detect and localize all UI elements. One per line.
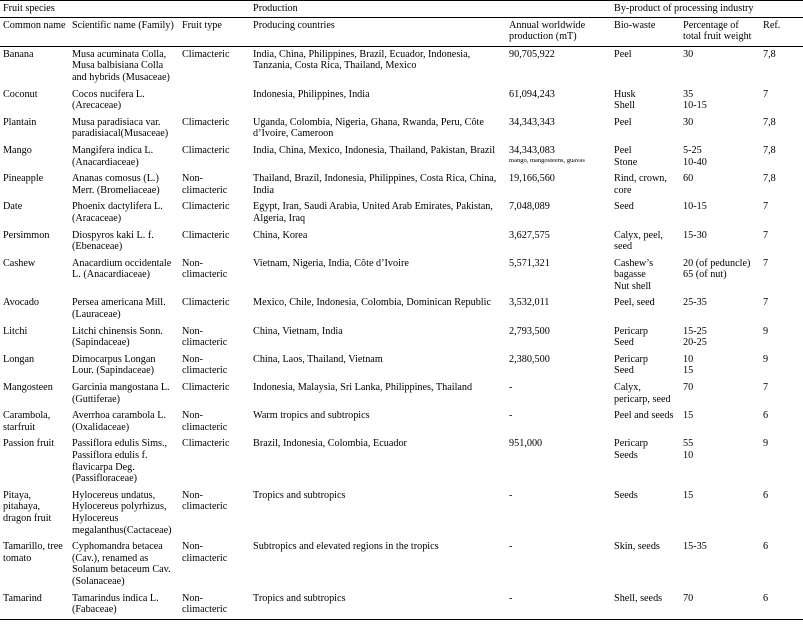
cell-bio-waste (611, 171, 680, 199)
cell-ref: 9 (763, 353, 769, 365)
cell-percentage (680, 115, 760, 143)
cell-annual-production (506, 46, 611, 86)
cell-ref: 6 (763, 410, 769, 422)
cell-scientific-name: Cyphomandra betacea (Cav.), renamed as Solanum betaceum Cav. (Solanaceae) (72, 541, 171, 587)
cell-percentage (680, 256, 760, 296)
cell-annual-production (506, 408, 611, 436)
col-header-bio-waste: Bio-waste (611, 17, 680, 46)
group-header-fruit-species: Fruit species (0, 1, 250, 18)
cell-bio-waste (611, 408, 680, 436)
col-header-annual-production: Annual worldwide production (mT) (506, 17, 611, 46)
percentage-item: 15 (683, 410, 694, 422)
cell-percentage (680, 436, 760, 487)
cell-annual-production (506, 143, 611, 171)
percentage-item: 15 (683, 489, 694, 501)
cell-bio-waste (611, 436, 680, 487)
cell-scientific-name: Phoenix dactylifera L. (Aracaceae) (72, 201, 163, 224)
cell-common-name: Passion fruit (3, 438, 55, 450)
cell-fruit-type: Climacteric (182, 144, 230, 156)
annual-production-note: mango, mangosteens, guavas (509, 156, 585, 164)
cell-bio-waste (611, 352, 680, 380)
cell-fruit-type: Non-climacteric (182, 325, 228, 349)
cell-ref: 6 (760, 591, 803, 620)
cell-ref: 7 (763, 88, 769, 100)
cell-fruit-type: Non-climacteric (182, 173, 228, 196)
cell-ref: 9 (763, 325, 769, 337)
annual-production-value: - (509, 410, 513, 422)
cell-fruit-type (179, 87, 250, 115)
cell-ref: 7,8 (763, 48, 776, 60)
percentage-item: 20 (of peduncle) (683, 257, 751, 269)
table-row (0, 143, 803, 171)
cell-common-name: Litchi (3, 325, 28, 337)
cell-ref: 7 (763, 382, 769, 394)
cell-fruit-type: Climacteric (182, 229, 230, 241)
col-header-scientific-name: Scientific name (Family) (69, 17, 179, 46)
bio-waste-item: Seeds (614, 450, 638, 461)
cell-producing-countries: Egypt, Iran, Saudi Arabia, United Arab Emirates, Pakistan, Algeria, Iraq (253, 201, 493, 224)
cell-ref: 7,8 (763, 144, 776, 156)
cell-common-name: Longan (3, 353, 35, 365)
cell-percentage (680, 539, 760, 590)
cell-scientific-name: Cocos nucifera L. (Arecaceae) (72, 88, 145, 112)
cell-percentage (680, 324, 760, 352)
cell-annual-production (506, 295, 611, 323)
cell-producing-countries: Indonesia, Malaysia, Sri Lanka, Philippines, Thailand (253, 382, 473, 394)
bio-waste-item: Rind, crown, core (614, 173, 667, 196)
annual-production-value: 61,094,243 (509, 88, 555, 100)
cell-fruit-type: Climacteric (182, 382, 230, 394)
table-row (0, 488, 803, 539)
bio-waste-item: Pericarp (614, 438, 648, 450)
percentage-item: 5-25 (683, 144, 702, 156)
percentage-item: 30 (683, 48, 694, 60)
table-row (0, 380, 803, 408)
annual-production-value: 2,793,500 (509, 325, 550, 337)
col-header-ref: Ref. (760, 17, 803, 46)
cell-scientific-name: Musa acuminata Colla, Musa balbisiana Colla and hybrids (Musaceae) (72, 48, 170, 83)
cell-bio-waste (611, 591, 680, 620)
table-row (0, 171, 803, 199)
col-header-producing-countries: Producing countries (250, 17, 506, 46)
cell-common-name: Coconut (3, 88, 38, 100)
bio-waste-item: Husk (614, 88, 636, 100)
cell-bio-waste (611, 199, 680, 227)
cell-common-name: Cashew (3, 257, 36, 269)
bio-waste-item: Nut shell (614, 280, 652, 292)
cell-bio-waste (611, 324, 680, 352)
annual-production-value: 3,627,575 (509, 229, 550, 241)
cell-annual-production (506, 115, 611, 143)
cell-annual-production (506, 228, 611, 256)
bio-waste-item: Cashew’s bagasse (614, 257, 654, 281)
cell-annual-production (506, 436, 611, 487)
percentage-item: 70 (683, 592, 694, 604)
percentage-item: 35 (683, 88, 694, 100)
cell-ref: 7 (763, 201, 769, 213)
table-row (0, 324, 803, 352)
cell-bio-waste (611, 488, 680, 539)
cell-percentage (680, 352, 760, 380)
cell-common-name: Banana (3, 48, 34, 60)
cell-percentage (680, 143, 760, 171)
cell-producing-countries: Indonesia, Philippines, India (253, 88, 370, 100)
cell-fruit-type: Non-climacteric (182, 541, 228, 564)
bio-waste-item: Peel (614, 116, 632, 128)
cell-bio-waste (611, 295, 680, 323)
cell-common-name: Tamarillo, tree tomato (3, 541, 63, 564)
table-row (0, 295, 803, 323)
annual-production-value: 2,380,500 (509, 353, 550, 365)
cell-percentage (680, 488, 760, 539)
cell-scientific-name: Musa paradisiaca var. paradisiacal(Musaceae) (72, 116, 169, 140)
column-header-row (0, 17, 803, 46)
table-row (0, 539, 803, 590)
annual-production-value: 90,705,922 (509, 48, 555, 60)
cell-percentage (680, 87, 760, 115)
cell-fruit-type: Climacteric (182, 201, 230, 213)
bio-waste-item: Seed (614, 201, 634, 213)
annual-production-value: 3,532,011 (509, 297, 550, 309)
cell-annual-production (506, 591, 611, 620)
cell-percentage (680, 171, 760, 199)
bio-waste-item: Seeds (614, 489, 638, 501)
cell-annual-production (506, 488, 611, 539)
cell-producing-countries: India, China, Mexico, Indonesia, Thailand, Pakistan, Brazil (253, 144, 496, 156)
annual-production-value: 34,343,083 (509, 144, 555, 156)
percentage-item: 55 (683, 438, 694, 450)
bio-waste-item: Shell (614, 100, 635, 112)
group-header-row (0, 1, 803, 18)
group-header-production: Production (250, 1, 611, 18)
cell-producing-countries: India, China, Philippines, Brazil, Ecuador, Indonesia, Tanzania, Costa Rica, Thailand, Mexico (253, 48, 471, 72)
bio-waste-item: Stone (614, 156, 638, 168)
bio-waste-item: Calyx, pericarp, seed (614, 382, 671, 405)
bio-waste-item: Peel, seed (614, 297, 655, 309)
cell-scientific-name: Passiflora edulis Sims., Passiflora edulis f. flavicarpa Deg. (Passifloraceae) (72, 438, 168, 485)
cell-ref: 7 (763, 229, 769, 241)
cell-bio-waste (611, 228, 680, 256)
cell-producing-countries: China, Laos, Thailand, Vietnam (253, 353, 383, 365)
table-row (0, 591, 803, 620)
cell-common-name: Mango (3, 144, 32, 156)
cell-scientific-name: Averrhoa carambola L. (Oxalidaceae) (72, 410, 166, 433)
cell-fruit-type: Climacteric (182, 116, 230, 128)
table-row (0, 87, 803, 115)
table-row (0, 256, 803, 296)
cell-scientific-name: Anacardium occidentale L. (Anacardiaceae) (72, 257, 172, 281)
annual-production-value: - (509, 541, 513, 553)
annual-production-value: - (509, 489, 513, 501)
cell-fruit-type: Climacteric (182, 438, 230, 450)
table-row (0, 199, 803, 227)
cell-bio-waste (611, 115, 680, 143)
table-row (0, 115, 803, 143)
cell-ref: 7,8 (763, 116, 776, 128)
cell-producing-countries: Vietnam, Nigeria, India, Côte d’Ivoire (253, 257, 409, 269)
bio-waste-item: Pericarp (614, 325, 648, 337)
percentage-item: 65 (of nut) (683, 269, 727, 281)
cell-percentage (680, 228, 760, 256)
cell-bio-waste (611, 539, 680, 590)
table-row (0, 352, 803, 380)
percentage-item: 15-30 (683, 229, 707, 241)
cell-percentage (680, 295, 760, 323)
table-row (0, 408, 803, 436)
col-header-common-name: Common name (0, 17, 69, 46)
cell-common-name: Pineapple (3, 173, 44, 185)
cell-scientific-name: Tamarindus indica L. (Fabaceae) (69, 591, 179, 620)
cell-percentage (680, 199, 760, 227)
cell-common-name: Tamarind (0, 591, 69, 620)
cell-scientific-name: Ananas comosus (L.) Merr. (Bromeliaceae) (72, 173, 160, 196)
cell-fruit-type: Non-climacteric (179, 591, 250, 620)
table-row (0, 228, 803, 256)
cell-common-name: Mangosteen (3, 382, 53, 394)
cell-fruit-type: Non-climacteric (182, 489, 228, 513)
percentage-item: 20-25 (683, 337, 707, 349)
bio-waste-item: Skin, seeds (614, 541, 660, 553)
cell-ref: 7 (763, 257, 769, 269)
percentage-item: 15-35 (683, 541, 707, 553)
cell-fruit-type: Non-climacteric (182, 353, 228, 377)
bio-waste-item: Seed (614, 365, 634, 377)
cell-producing-countries: China, Vietnam, India (253, 325, 343, 337)
annual-production-value: 7,048,089 (509, 201, 550, 213)
cell-ref: 7 (763, 297, 769, 309)
cell-producing-countries: Tropics and subtropics (250, 591, 506, 620)
col-header-fruit-type: Fruit type (179, 17, 250, 46)
cell-percentage (680, 380, 760, 408)
table-row (0, 46, 803, 86)
percentage-item: 10 (683, 450, 694, 461)
cell-producing-countries: China, Korea (253, 229, 308, 241)
cell-common-name: Persimmon (3, 229, 50, 241)
cell-fruit-type: Climacteric (182, 48, 230, 60)
cell-scientific-name: Garcinia mangostana L. (Guttiferae) (72, 382, 170, 405)
cell-ref: 6 (763, 541, 769, 553)
percentage-item: 30 (683, 116, 694, 128)
cell-producing-countries: Subtropics and elevated regions in the tropics (253, 541, 439, 553)
annual-production-value: 951,000 (509, 438, 543, 450)
cell-fruit-type: Non-climacteric (182, 257, 228, 281)
percentage-item: 15-25 (683, 325, 707, 337)
cell-percentage (680, 46, 760, 86)
percentage-item: 60 (683, 173, 694, 185)
annual-production-value: 34,343,343 (509, 116, 555, 128)
cell-bio-waste (611, 46, 680, 86)
percentage-item: 25-35 (683, 297, 707, 309)
annual-production-value: 19,166,560 (509, 173, 555, 185)
bio-waste-item: Seed (614, 337, 634, 349)
cell-common-name: Date (3, 201, 23, 213)
cell-ref: 9 (763, 438, 769, 450)
bio-waste-item: Peel and seeds (614, 410, 674, 422)
cell-annual-production (506, 352, 611, 380)
col-header-percentage: Percentage of total fruit weight (680, 17, 760, 46)
cell-annual-production (506, 171, 611, 199)
cell-fruit-type: Climacteric (182, 297, 230, 309)
cell-annual-production (506, 539, 611, 590)
table-row (0, 436, 803, 487)
percentage-item: 15 (683, 365, 694, 377)
bio-waste-item: Shell, seeds (614, 592, 663, 604)
cell-annual-production (506, 199, 611, 227)
cell-common-name: Carambola, starfruit (3, 410, 51, 433)
cell-scientific-name: Hylocereus undatus, Hylocereus polyrhizus, Hylocereus megalanthus(Cactaceae) (72, 489, 172, 536)
percentage-item: 10-40 (683, 156, 707, 168)
cell-producing-countries: Tropics and subtropics (253, 489, 346, 501)
cell-common-name: Avocado (3, 297, 40, 309)
cell-producing-countries: Warm tropics and subtropics (253, 410, 370, 422)
cell-fruit-type: Non-climacteric (182, 410, 228, 433)
cell-common-name: Plantain (3, 116, 37, 128)
bio-waste-item: Peel (614, 144, 632, 156)
percentage-item: 10 (683, 353, 694, 365)
cell-scientific-name: Dimocarpus Longan Lour. (Sapindaceae) (72, 353, 156, 377)
cell-annual-production (506, 256, 611, 296)
cell-annual-production (506, 324, 611, 352)
annual-production-value: - (509, 592, 513, 604)
cell-producing-countries: Mexico, Chile, Indonesia, Colombia, Dominican Republic (253, 297, 491, 309)
bio-waste-item: Peel (614, 48, 632, 60)
cell-producing-countries: Uganda, Colombia, Nigeria, Ghana, Rwanda, Peru, Côte d’Ivoire, Cameroon (253, 116, 484, 140)
cell-annual-production (506, 380, 611, 408)
cell-annual-production (506, 87, 611, 115)
cell-bio-waste (611, 256, 680, 296)
cell-scientific-name: Litchi chinensis Sonn.(Sapindaceae) (72, 325, 163, 349)
percentage-item: 70 (683, 382, 694, 394)
cell-bio-waste (611, 87, 680, 115)
cell-scientific-name: Persea americana Mill. (Lauraceae) (72, 297, 166, 321)
cell-percentage (680, 408, 760, 436)
cell-ref: 6 (763, 489, 769, 501)
cell-bio-waste (611, 143, 680, 171)
cell-producing-countries: Brazil, Indonesia, Colombia, Ecuador (253, 438, 407, 450)
annual-production-value: 5,571,321 (509, 257, 550, 269)
cell-scientific-name: Diospyros kaki L. f. (Ebenaceae) (72, 229, 154, 253)
cell-percentage (680, 591, 760, 620)
cell-producing-countries: Thailand, Brazil, Indonesia, Philippines, Costa Rica, China, India (253, 173, 497, 196)
cell-scientific-name: Mangifera indica L. (Anacardiaceae) (72, 144, 154, 168)
group-header-byproduct: By-product of processing industry (611, 1, 803, 18)
cell-common-name: Pitaya, pitahaya, dragon fruit (3, 489, 52, 524)
table-body (0, 46, 803, 619)
annual-production-value: - (509, 382, 513, 394)
percentage-item: 10-15 (683, 100, 707, 112)
percentage-item: 10-15 (683, 201, 707, 213)
cell-ref: 7,8 (763, 173, 776, 185)
cell-bio-waste (611, 380, 680, 408)
bio-waste-item: Pericarp (614, 353, 648, 365)
bio-waste-item: Calyx, peel, seed (614, 229, 663, 253)
